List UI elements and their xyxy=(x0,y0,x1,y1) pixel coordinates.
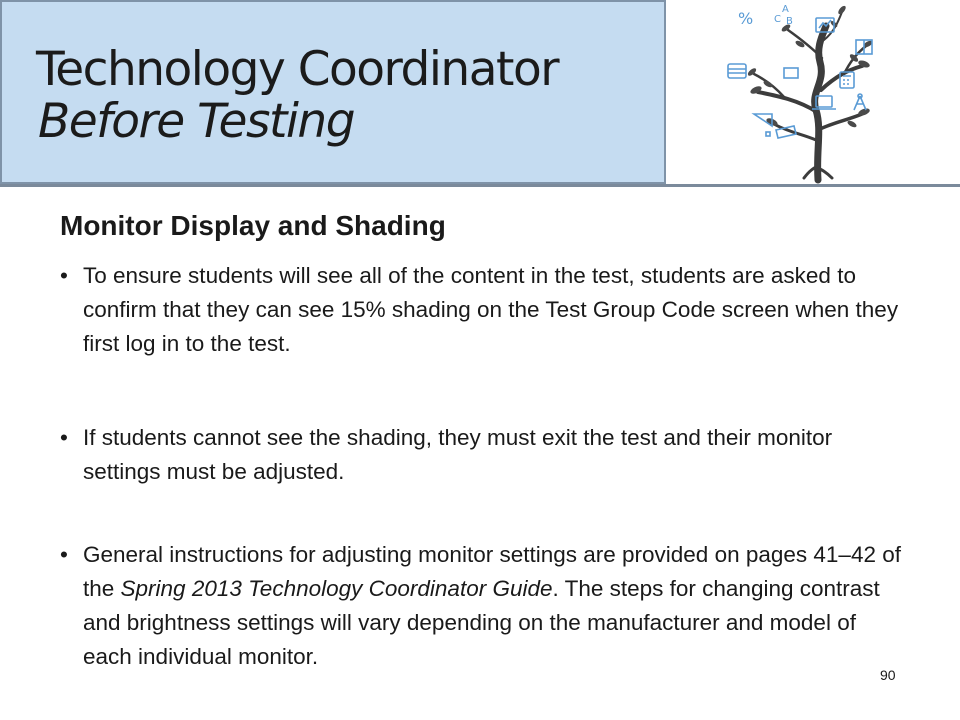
bullet-text xyxy=(83,538,910,674)
slide-header xyxy=(0,0,960,186)
title-panel xyxy=(0,0,666,184)
svg-text:A: A xyxy=(782,4,789,15)
svg-text:B: B xyxy=(786,16,793,27)
slide-subtitle: Before Testing xyxy=(38,94,355,149)
bullet-item xyxy=(60,421,910,489)
guide-title: Spring 2013 Technology Coordinator Guide xyxy=(120,576,553,601)
bullet-dot-icon: • xyxy=(60,425,68,450)
bullet-item xyxy=(60,259,910,361)
bullet-text-part: General instructions for adjusting monitor settings are provided on pages 41–42 of the xyxy=(83,542,901,601)
bullet-text: If students cannot see the shading, they must exit the test and their monitor settings must be adjusted. xyxy=(83,425,833,484)
section-heading: Monitor Display and Shading xyxy=(60,210,446,241)
svg-text:C: C xyxy=(774,14,781,25)
tree-illustration xyxy=(666,0,960,184)
page-number: 90 xyxy=(880,667,896,683)
bullet-dot-icon: • xyxy=(60,542,68,567)
bullet-dot-icon: • xyxy=(60,263,68,288)
tree-icon xyxy=(666,0,960,184)
bullet-text: To ensure students will see all of the content in the test, students are asked to confirm that they can see 15% shading on the Test Group Code screen when they first log in to the test. xyxy=(83,263,899,356)
header-divider xyxy=(0,184,960,187)
bullet-item xyxy=(60,538,910,674)
slide-title: Technology Coordinator xyxy=(36,42,559,97)
bullet-text-part: . The steps for changing contrast and brightness settings will vary depending on the manufacturer and model of each individual monitor. xyxy=(83,576,880,669)
svg-text:%: % xyxy=(738,9,754,28)
